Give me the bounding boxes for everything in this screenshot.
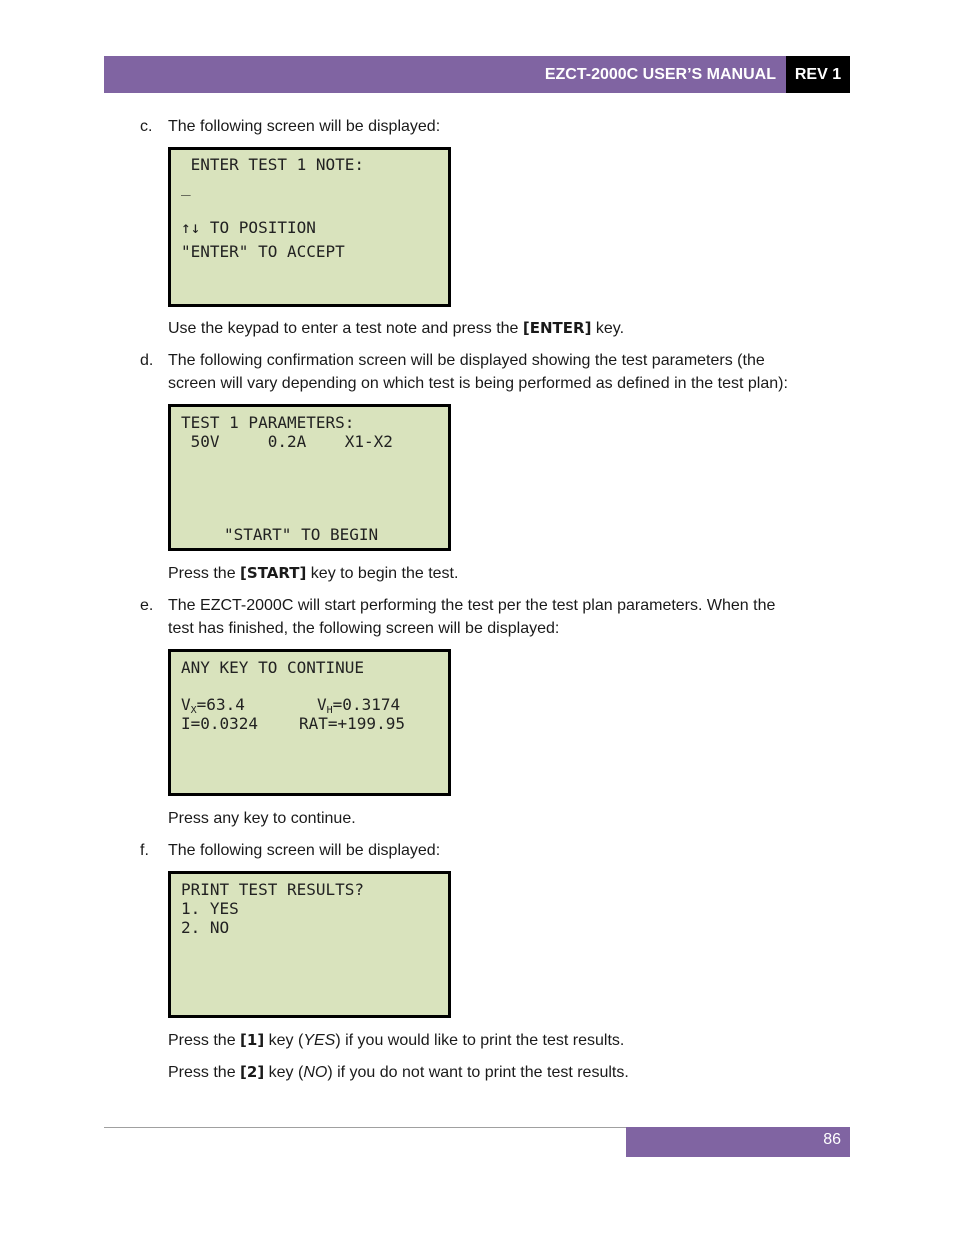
instruction-start-pre: Press the [168,565,241,582]
lcd-note-position: ↑↓ TO POSITION [181,218,316,237]
page-number: 86 [823,1131,841,1148]
lcd-note-cursor: _ [181,177,191,196]
footer-rule [104,1127,626,1128]
instruction-start [168,562,458,585]
step-f-text: The following screen will be displayed: [168,842,441,859]
lcd-note-title: ENTER TEST 1 NOTE: [181,155,365,174]
lcd-screen-test-parameters [168,404,451,551]
instruction-print-no: Press the [2] key (NO) if you do not want to print the test results. [168,1063,629,1081]
step-e-line1: The EZCT-2000C will start performing the test per the test plan parameters. When the [168,597,776,614]
lcd-params-values: 50V 0.2A X1-X2 [181,432,393,451]
header-bar [104,56,786,93]
lcd-screen-test-results [168,649,451,796]
lcd-results-title: ANY KEY TO CONTINUE [181,658,365,677]
instruction-any-key: Press any key to continue. [168,810,356,827]
instruction-enter-pre: Use the keypad to enter a test note and press the [168,320,523,337]
revision-badge: REV 1 [786,56,850,93]
lcd-print-yes: 1. YES [181,899,239,918]
lcd-print-title: PRINT TEST RESULTS? [181,880,365,899]
manual-title: EZCT-2000C USER’S MANUAL [544,66,776,83]
lcd-screen-print-results [168,871,451,1018]
lcd-results-vx: $V_X=63.4$ [181,695,245,716]
yes-word: YES [303,1032,336,1049]
instruction-enter-note [168,317,624,340]
step-f-marker: f. [140,842,149,859]
step-e-marker: e. [140,597,154,614]
key-1-label: [1] [240,1031,265,1049]
instruction-enter-post: key. [591,320,625,337]
lcd-print-no: 2. NO [181,918,230,937]
step-e-line2: test has finished, the following screen will be displayed: [168,620,560,637]
footer-bar [626,1127,850,1157]
enter-key-label: [ENTER] [522,319,592,337]
instruction-start-post: key to begin the test. [306,565,459,582]
lcd-params-title: TEST 1 PARAMETERS: [181,413,355,432]
step-d-line2: screen will vary depending on which test is being performed as defined in the test plan): [168,375,788,392]
lcd-results-ratio: RAT=+199.95 [299,714,405,733]
no-word: NO [303,1064,328,1081]
instruction-print-yes: Press the [1] key (YES) if you would like to print the test results. [168,1031,625,1049]
lcd-screen-test-note [168,147,451,307]
step-c-text: The following screen will be displayed: [168,118,441,135]
lcd-results-vh: $V_H=0.3174$ [317,695,401,716]
step-d-line1: The following confirmation screen will be displayed showing the test parameters (the [168,352,765,369]
step-d-marker: d. [140,352,154,369]
lcd-results-current: I=0.0324 [181,714,259,733]
lcd-note-accept: "ENTER" TO ACCEPT [181,242,345,261]
step-c-marker: c. [140,118,153,135]
start-key-label: [START] [240,564,307,582]
lcd-params-begin: "START" TO BEGIN [224,525,379,544]
key-2-label: [2] [240,1063,265,1081]
